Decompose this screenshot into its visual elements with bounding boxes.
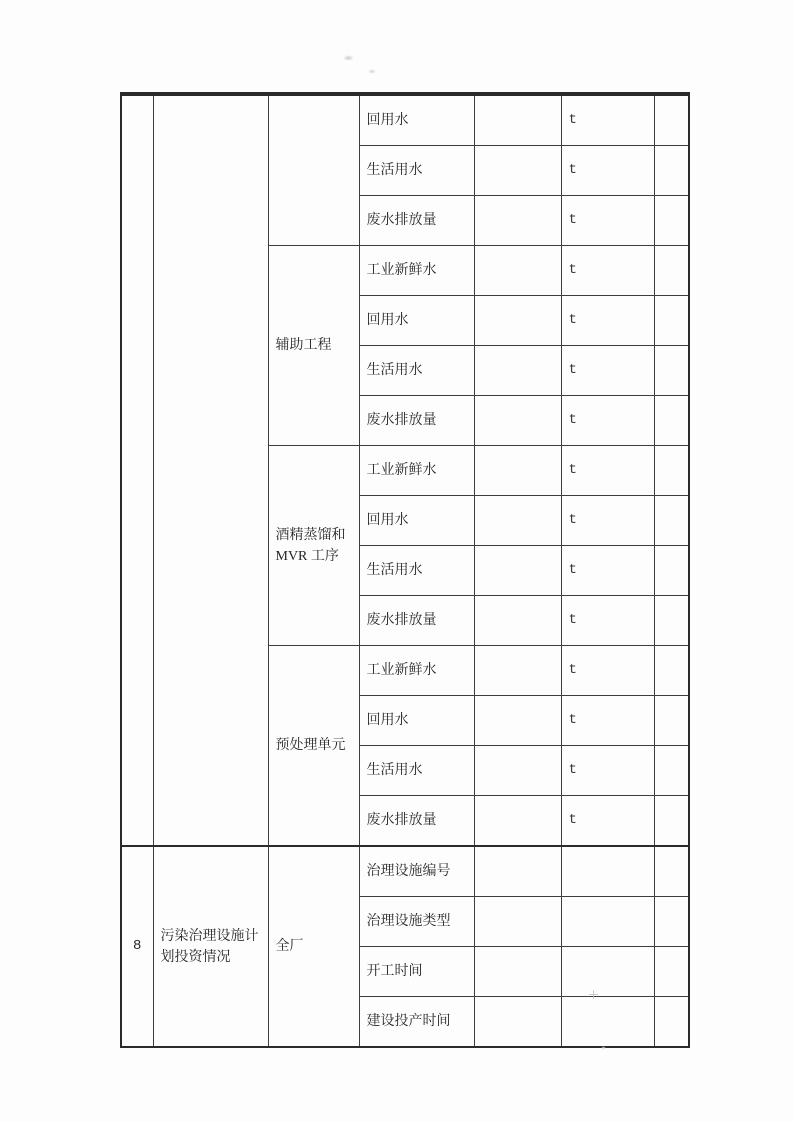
item-label-cell: 废水排放量 [359,196,474,246]
remark-cell [654,796,689,847]
value-cell [474,296,561,346]
unit-cell: t [561,746,654,796]
remark-cell [654,997,689,1048]
group-label-cell [268,94,359,246]
unit-cell: t [561,696,654,746]
item-label-cell: 建设投产时间 [359,997,474,1048]
unit-cell: t [561,796,654,847]
value-cell [474,997,561,1048]
remark-cell [654,296,689,346]
item-label-cell: 回用水 [359,94,474,146]
value-cell [474,696,561,746]
unit-cell: t [561,346,654,396]
remark-cell [654,346,689,396]
value-cell [474,246,561,296]
item-label-cell: 生活用水 [359,346,474,396]
section-title-cell: 污染治理设施计划投资情况 [153,846,268,1047]
value-cell [474,596,561,646]
unit-cell: t [561,94,654,146]
remark-cell [654,196,689,246]
remark-cell [654,646,689,696]
unit-cell: t [561,646,654,696]
value-cell [474,947,561,997]
remark-cell [654,746,689,796]
remark-cell [654,947,689,997]
unit-cell: t [561,296,654,346]
scan-speck [368,69,376,74]
unit-cell: t [561,496,654,546]
unit-cell [561,947,654,997]
value-cell [474,396,561,446]
remark-cell [654,596,689,646]
value-cell [474,496,561,546]
item-label-cell: 工业新鲜水 [359,446,474,496]
group-label-cell: 辅助工程 [268,246,359,446]
item-label-cell: 回用水 [359,496,474,546]
item-label-cell: 废水排放量 [359,396,474,446]
remark-cell [654,446,689,496]
unit-cell: t [561,546,654,596]
value-cell [474,146,561,196]
value-cell [474,746,561,796]
unit-cell [561,897,654,947]
item-label-cell: 回用水 [359,696,474,746]
remark-cell [654,696,689,746]
item-label-cell: 生活用水 [359,546,474,596]
item-label-cell: 开工时间 [359,947,474,997]
remark-cell [654,94,689,146]
value-cell [474,546,561,596]
item-label-cell: 废水排放量 [359,596,474,646]
group-label-cell: 全厂 [268,846,359,1047]
table-row [121,846,689,897]
value-cell [474,897,561,947]
remark-cell [654,846,689,897]
unit-cell: t [561,596,654,646]
section-index-cell: 8 [121,846,153,1047]
unit-cell [561,997,654,1048]
report-table-body [121,94,689,1047]
item-label-cell: 废水排放量 [359,796,474,847]
group-label-cell: 预处理单元 [268,646,359,847]
remark-cell [654,496,689,546]
value-cell [474,646,561,696]
item-label-cell: 生活用水 [359,146,474,196]
section-index-cell [121,94,153,846]
remark-cell [654,246,689,296]
group-label-cell: 酒精蒸馏和MVR 工序 [268,446,359,646]
remark-cell [654,546,689,596]
value-cell [474,796,561,847]
section-title-cell [153,94,268,846]
value-cell [474,846,561,897]
remark-cell [654,146,689,196]
unit-cell: t [561,396,654,446]
item-label-cell: 治理设施编号 [359,846,474,897]
value-cell [474,446,561,496]
remark-cell [654,396,689,446]
unit-cell: t [561,196,654,246]
item-label-cell: 工业新鲜水 [359,646,474,696]
scan-speck [343,55,354,61]
report-table [120,92,690,1048]
unit-cell: t [561,146,654,196]
item-label-cell: 生活用水 [359,746,474,796]
unit-cell: t [561,246,654,296]
unit-cell: t [561,446,654,496]
remark-cell [654,897,689,947]
value-cell [474,196,561,246]
value-cell [474,94,561,146]
value-cell [474,346,561,396]
item-label-cell: 回用水 [359,296,474,346]
item-label-cell: 治理设施类型 [359,897,474,947]
table-row [121,94,689,146]
item-label-cell: 工业新鲜水 [359,246,474,296]
unit-cell [561,846,654,897]
